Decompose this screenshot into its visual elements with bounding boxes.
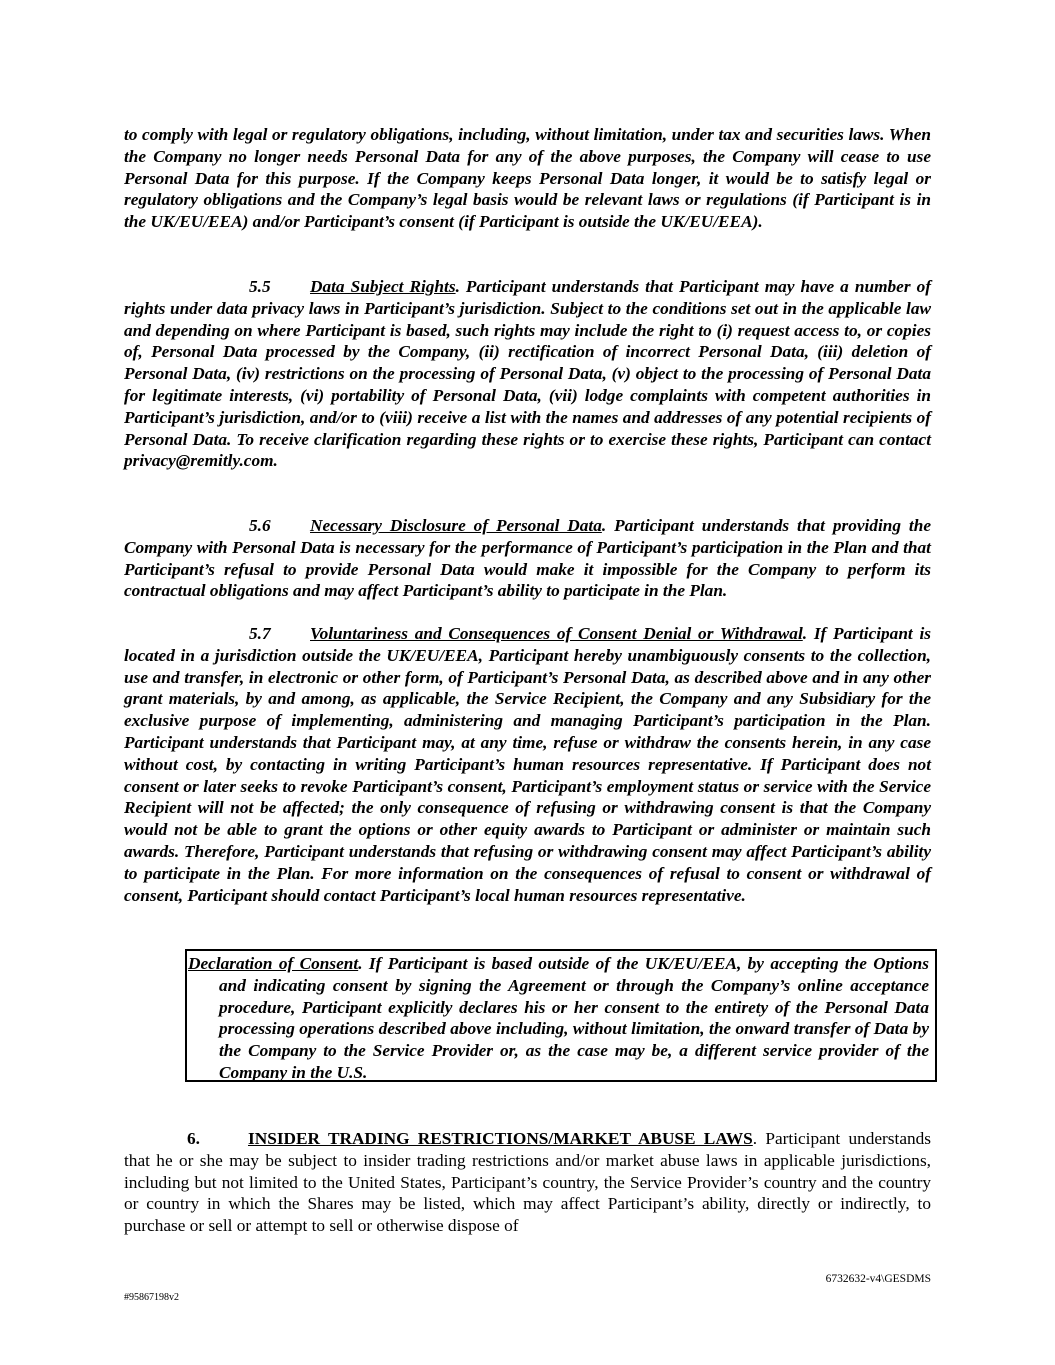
- section-heading: INSIDER TRADING RESTRICTIONS/MARKET ABUSE LAWS: [248, 1129, 753, 1148]
- section-text: . Participant understands that Participant may have a number of rights under data privacy laws in Participant’s jurisdiction. Subject to the conditions set out in the applicable law and depending on where Participant is based, such rights may include the right to (i) request access to, or copies of, Personal Data processed by the Company, (ii) rectification of incorrect Personal Data, (iii) deletion of Personal Data, (iv) restrictions on the processing of Personal Data, (v) object to the processing of Personal Data for legitimate interests, (vi) portability of Personal Data, (vii) lodge complaints with competent authorities in Participant’s jurisdiction, and/or to (viii) receive a list with the names and addresses of any potential recipients of Personal Data. To receive clarification regarding these rights or to exercise these rights, Participant can contact privacy@remitly.com.: [124, 277, 931, 471]
- paragraph-text: to comply with legal or regulatory obligations, including, without limitation, under tax and securities laws. When the Company no longer needs Personal Data for any of the above purposes, the Company will cease to use Personal Data for this purpose. If the Company keeps Personal Data longer, it would be to satisfy legal or regulatory obligations and the Company’s legal basis would be relevant laws or regulations (if Participant is in the UK/EU/EEA) and/or Participant’s consent (if Participant is outside the UK/EU/EEA).: [124, 125, 931, 232]
- section-number: 5.5: [249, 277, 271, 296]
- section-number: 5.7: [249, 624, 271, 643]
- section-5-6: [124, 515, 931, 602]
- paragraph-continuation: [124, 124, 931, 233]
- section-text: . Participant understands that he or she may be subject to insider trading restrictions and/or market abuse laws in applicable jurisdictions, including but not limited to the United States, Participant’s country, the Service Provider’s country and the country or country in which the Shares may be listed, which may affect Participant’s ability, directly or indirectly, to purchase or sell or attempt to sell or otherwise dispose of: [124, 1129, 931, 1236]
- section-6: [124, 1128, 931, 1237]
- section-5-5: [124, 276, 931, 472]
- footer-doc-id: #95867198v2: [124, 1292, 179, 1303]
- section-number: 5.6: [249, 516, 271, 535]
- declaration-heading: Declaration of Consent: [188, 954, 359, 973]
- declaration-text: . If Participant is based outside of the UK/EU/EEA, by accepting the Options and indicating consent by signing the Agreement or through the Company’s online acceptance procedure, Participant explicitly declares his or her consent to the entirety of the Personal Data processing operations described above including, without limitation, the onward transfer of Data by the Company to the Service Provider or, as the case may be, a different service provider of the Company in the U.S.: [219, 954, 929, 1082]
- section-heading: Data Subject Rights: [310, 277, 456, 296]
- declaration-of-consent-box: [185, 949, 937, 1082]
- section-heading: Necessary Disclosure of Personal Data: [310, 516, 602, 535]
- section-heading: Voluntariness and Consequences of Consent Denial or Withdrawal: [310, 624, 803, 643]
- footer-reference: 6732632-v4\GESDMS: [825, 1273, 931, 1285]
- section-number: 6.: [187, 1129, 200, 1148]
- section-5-7: [124, 623, 931, 906]
- section-text: . Participant understands that providing the Company with Personal Data is necessary for the performance of Participant’s participation in the Plan and that Participant’s refusal to provide Personal Data would make it impossible for the Company to perform its contractual obligations and may affect Participant’s ability to participate in the Plan.: [124, 516, 932, 601]
- section-text: . If Participant is located in a jurisdiction outside the UK/EU/EEA, Participant hereby unambiguously consents to the collection, use and transfer, in electronic or other form, of Participant’s Personal Data, as described above and in any other grant materials, by and among, as applicable, the Service Recipient, the Company and any Subsidiary for the exclusive purpose of implementing, administering and managing Participant’s participation in the Plan. Participant understands that Participant may, at any time, refuse or withdraw the consents herein, in any case without cost, by contacting in writing Participant’s human resources representative. If Participant does not consent or later seeks to revoke Participant’s consent, Participant’s employment status or service with the Service Recipient will not be affected; the only consequence of refusing or withdrawing consent is that the Company would not be able to grant the options or other equity awards to Participant or administer or maintain such awards. Therefore, Participant understands that refusing or withdrawing consent may affect Participant’s ability to participate in the Plan. For more information on the consequences of refusal to consent or withdrawal of consent, Participant should contact Participant’s local human resources representative.: [124, 624, 931, 905]
